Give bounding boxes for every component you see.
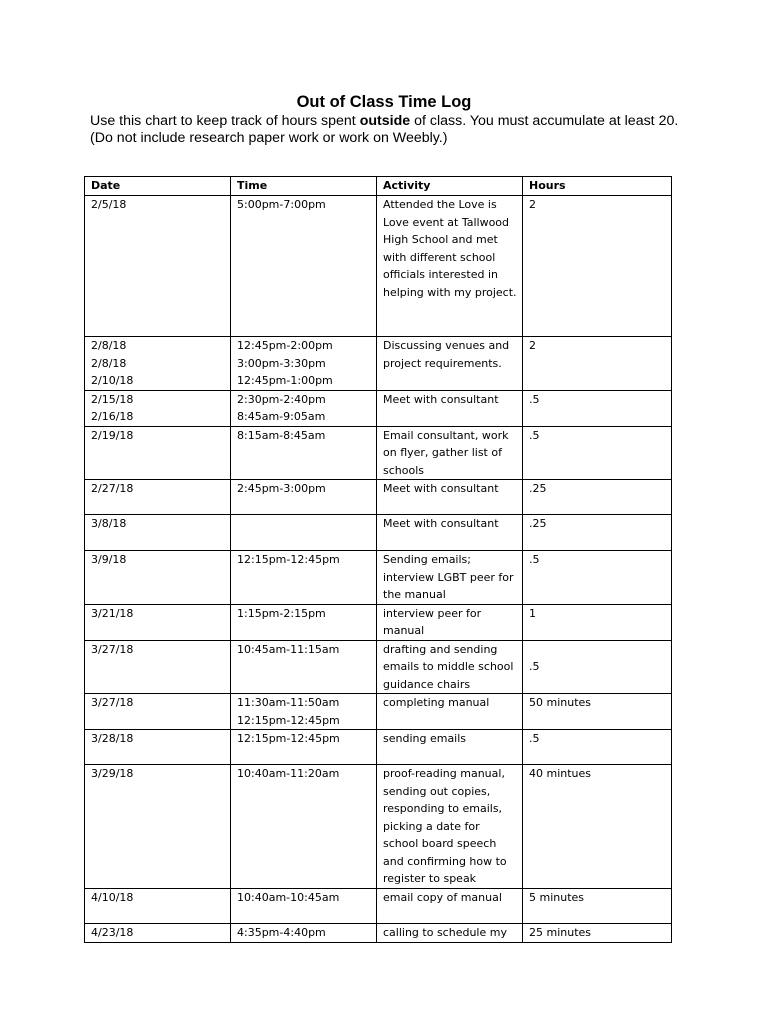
cell-activity: Discussing venues and project requirements.: [377, 337, 523, 391]
cell-hours: .5: [523, 730, 672, 765]
cell-time: 11:30am-11:50am 12:15pm-12:45pm: [231, 694, 377, 730]
cell-hours: .5: [523, 551, 672, 605]
cell-time: [231, 515, 377, 551]
cell-hours: 5 minutes: [523, 888, 672, 923]
instructions-text-before: Use this chart to keep track of hours spent: [90, 113, 360, 129]
instructions-bold-word: outside: [359, 113, 411, 129]
table-row: [85, 480, 672, 515]
cell-activity: proof-reading manual, sending out copies, responding to emails, picking a date for school board speech and confirming how to register to speak: [377, 765, 523, 889]
table-row: [85, 390, 672, 426]
cell-time: 12:15pm-12:45pm: [231, 551, 377, 605]
cell-date: 2/27/18: [85, 480, 231, 515]
table-row: [85, 888, 672, 923]
page-title: Out of Class Time Log: [296, 93, 472, 111]
header-hours: Hours: [523, 177, 672, 196]
header-activity: Activity: [377, 177, 523, 196]
cell-time: 5:00pm-7:00pm: [231, 196, 377, 337]
table-row: [85, 694, 672, 730]
cell-date: 3/21/18: [85, 604, 231, 640]
table-row: [85, 640, 672, 694]
cell-time: 10:40am-10:45am: [231, 888, 377, 923]
cell-date: 2/19/18: [85, 426, 231, 480]
cell-time: 10:45am-11:15am: [231, 640, 377, 694]
cell-activity: Email consultant, work on flyer, gather list of schools: [377, 426, 523, 480]
cell-date: 3/27/18: [85, 640, 231, 694]
cell-date: 3/8/18: [85, 515, 231, 551]
cell-hours: 25 minutes: [523, 923, 672, 942]
cell-date: 2/8/18 2/8/18 2/10/18: [85, 337, 231, 391]
cell-hours: .5: [523, 390, 672, 426]
table-row: [85, 515, 672, 551]
cell-activity: calling to schedule my: [377, 923, 523, 942]
cell-time: 2:45pm-3:00pm: [231, 480, 377, 515]
cell-date: 4/23/18: [85, 923, 231, 942]
cell-date: 3/27/18: [85, 694, 231, 730]
cell-date: 3/28/18: [85, 730, 231, 765]
cell-hours: 2: [523, 337, 672, 391]
cell-time: 10:40am-11:20am: [231, 765, 377, 889]
instructions: [90, 113, 690, 147]
instructions-line-1: [90, 113, 690, 130]
instructions-text-after: of class. You must accumulate at least 20.: [410, 113, 679, 129]
cell-date: 4/10/18: [85, 888, 231, 923]
cell-activity: Sending emails; interview LGBT peer for the manual: [377, 551, 523, 605]
cell-time: 8:15am-8:45am: [231, 426, 377, 480]
cell-activity: Attended the Love is Love event at Tallwood High School and met with different school officials interested in helping with my project.: [377, 196, 523, 337]
cell-hours: .5: [523, 426, 672, 480]
cell-hours: .25: [523, 480, 672, 515]
cell-hours: .25: [523, 515, 672, 551]
cell-date: 2/5/18: [85, 196, 231, 337]
cell-date: 2/15/18 2/16/18: [85, 390, 231, 426]
cell-activity: Meet with consultant: [377, 390, 523, 426]
time-log-table: [84, 176, 672, 943]
cell-date: 3/9/18: [85, 551, 231, 605]
header-time: Time: [231, 177, 377, 196]
table-row: [85, 337, 672, 391]
cell-date: 3/29/18: [85, 765, 231, 889]
cell-hours: .5: [523, 640, 672, 694]
cell-hours: 40 mintues: [523, 765, 672, 889]
cell-hours: 50 minutes: [523, 694, 672, 730]
header-date: Date: [85, 177, 231, 196]
cell-activity: Meet with consultant: [377, 480, 523, 515]
cell-time: 12:15pm-12:45pm: [231, 730, 377, 765]
cell-activity: completing manual: [377, 694, 523, 730]
table-row: [85, 196, 672, 337]
cell-activity: email copy of manual: [377, 888, 523, 923]
cell-activity: drafting and sending emails to middle school guidance chairs: [377, 640, 523, 694]
cell-activity: Meet with consultant: [377, 515, 523, 551]
table-row: [85, 923, 672, 942]
cell-time: 12:45pm-2:00pm 3:00pm-3:30pm 12:45pm-1:00pm: [231, 337, 377, 391]
cell-time: 4:35pm-4:40pm: [231, 923, 377, 942]
table-row: [85, 604, 672, 640]
cell-hours: 1: [523, 604, 672, 640]
table-row: [85, 426, 672, 480]
cell-time: 2:30pm-2:40pm 8:45am-9:05am: [231, 390, 377, 426]
table-row: [85, 551, 672, 605]
instructions-line-2: (Do not include research paper work or work on Weebly.): [90, 130, 448, 146]
cell-activity: interview peer for manual: [377, 604, 523, 640]
cell-hours: 2: [523, 196, 672, 337]
cell-time: 1:15pm-2:15pm: [231, 604, 377, 640]
table-row: [85, 765, 672, 889]
table-header-row: [85, 177, 672, 196]
cell-activity: sending emails: [377, 730, 523, 765]
table-row: [85, 730, 672, 765]
